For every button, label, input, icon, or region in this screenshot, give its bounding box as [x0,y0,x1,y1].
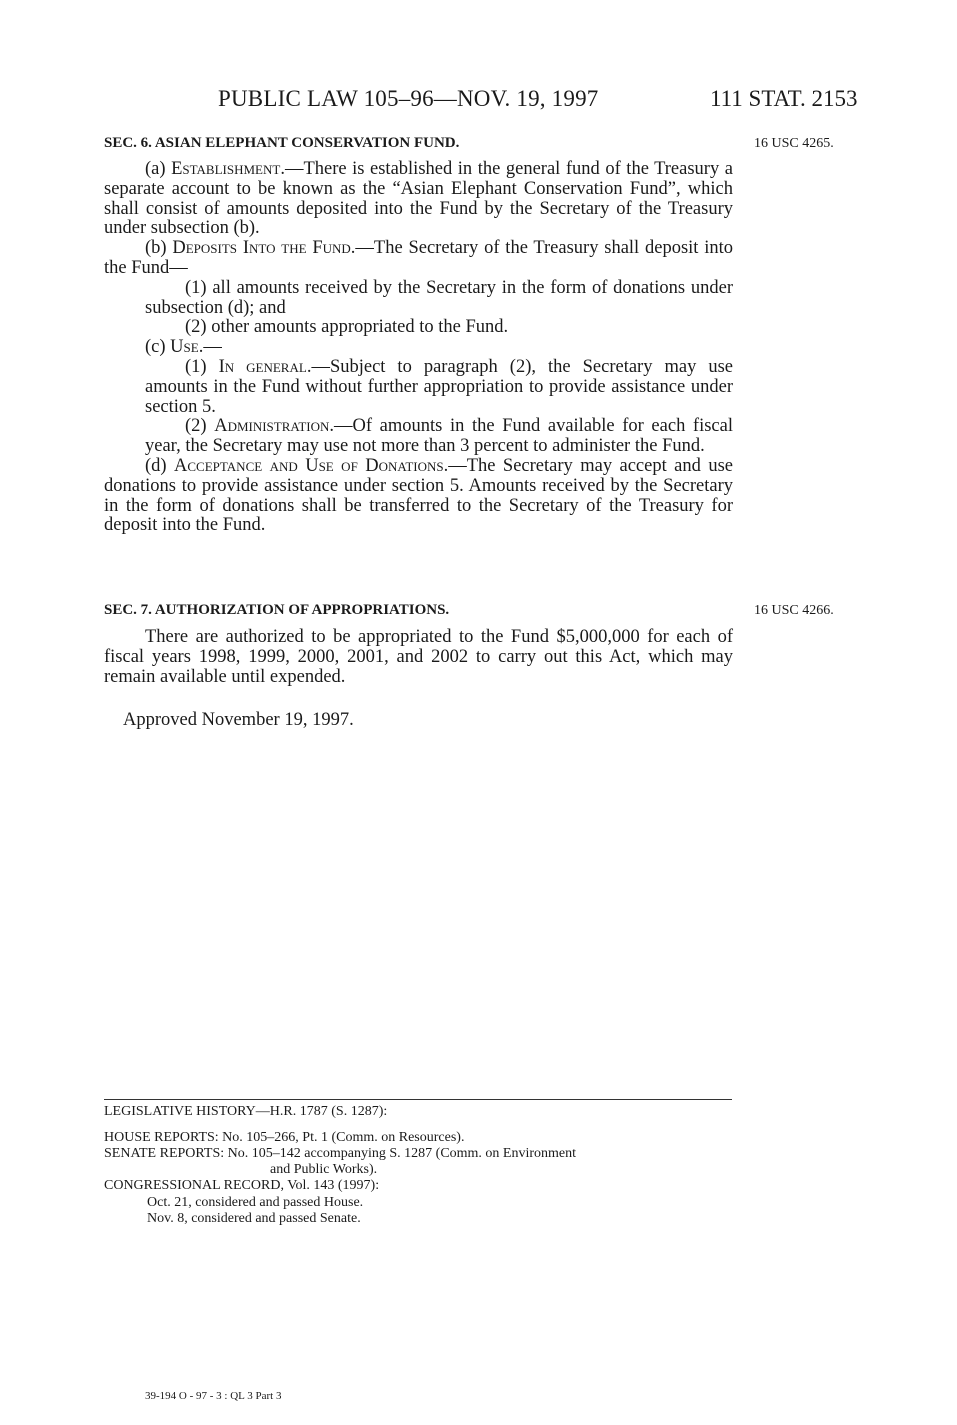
section-6-margin-note: 16 USC 4265. [754,136,834,151]
subsection-c [104,338,733,358]
subsection-b-text: .—The Secretary of the Treasury shall deposit into the Fund— [104,238,734,278]
paragraph-c2-text: .—Of amounts in the Fund available for each fiscal year, the Secretary may use not more than 3 percent to administer the Fund. [145,416,733,457]
subsection-b [104,239,733,279]
footnote-divider [104,1099,732,1100]
subsection-d-title: Acceptance and Use of Donations [174,455,444,476]
paragraph-c2 [145,417,733,457]
section-6-body [104,160,733,536]
running-header-title: PUBLIC LAW 105–96—NOV. 19, 1997 [218,86,599,111]
paragraph-c1 [145,358,733,417]
section-7-margin-note: 16 USC 4266. [754,603,834,618]
subsection-b-title: Deposits Into the Fund [172,238,351,259]
congressional-record-house: Oct. 21, considered and passed House. [147,1195,364,1210]
senate-reports-line2: and Public Works). [270,1162,378,1177]
subsection-a-text: .—There is established in the general fund of the Treasury a separate account to be known as the “Asian Elephant Conservation Fund”, which shall consist of amounts deposited into the Fund by the Secretary of the Treasury under subsection (b). [104,159,733,239]
subsection-a-label: (a) [145,159,172,179]
congressional-record: CONGRESSIONAL RECORD, Vol. 143 (1997): [104,1178,380,1193]
approval-date: Approved November 19, 1997. [123,710,354,730]
section-7-heading: SEC. 7. AUTHORIZATION OF APPROPRIATIONS. [104,602,450,618]
house-reports: HOUSE REPORTS: No. 105–266, Pt. 1 (Comm. on Resources). [104,1130,465,1145]
print-job-footer: 39-194 O - 97 - 3 : QL 3 Part 3 [145,1390,282,1402]
section-7-body [104,628,733,687]
subsection-b-paragraphs [104,279,733,338]
paragraph-c2-label: (2) [185,416,215,437]
paragraph-b1: (1) all amounts received by the Secretary in the form of donations under subsection (d); and [145,277,733,318]
statute-page-number: 111 STAT. 2153 [710,86,858,111]
section-7-text: There are authorized to be appropriated to the Fund $5,000,000 for each of fiscal years 1998, 1999, 2000, 2001, and 2002 to carry out this Act, which may remain available until expended. [104,627,733,687]
congressional-record-senate: Nov. 8, considered and passed Senate. [147,1211,361,1226]
subsection-a-title: Establishment [171,159,281,179]
section-6-heading: SEC. 6. ASIAN ELEPHANT CONSERVATION FUND. [104,135,460,151]
paragraph-c1-title: In general [218,356,307,377]
subsection-b-label: (b) [145,238,173,259]
paragraph-b2: (2) other amounts appropriated to the Fund. [185,317,509,338]
subsection-d-text: .—The Secretary may accept and use donations to provide assistance under section 5. Amounts received by the Secretary in the form of donations shall be transferred to the Secretary of the Treasury for deposit into the Fund. [104,455,733,536]
subsection-c-label: (c) [145,337,171,358]
subsection-a [104,160,733,239]
subsection-d-label: (d) [145,455,175,476]
subsection-d [104,457,733,536]
subsection-c-title: Use [170,337,199,358]
subsection-c-paragraphs [104,358,733,457]
subsection-c-text: .— [198,337,222,358]
paragraph-c2-title: Administration [214,416,330,437]
legislative-history-title: LEGISLATIVE HISTORY—H.R. 1787 (S. 1287): [104,1104,388,1119]
paragraph-c1-label: (1) [185,356,219,377]
senate-reports-line1: SENATE REPORTS: No. 105–142 accompanying S. 1287 (Comm. on Environment [104,1146,577,1161]
paragraph-c1-text: .—Subject to paragraph (2), the Secretary may use amounts in the Fund without further appropriation to provide assistance under section 5. [145,356,733,417]
